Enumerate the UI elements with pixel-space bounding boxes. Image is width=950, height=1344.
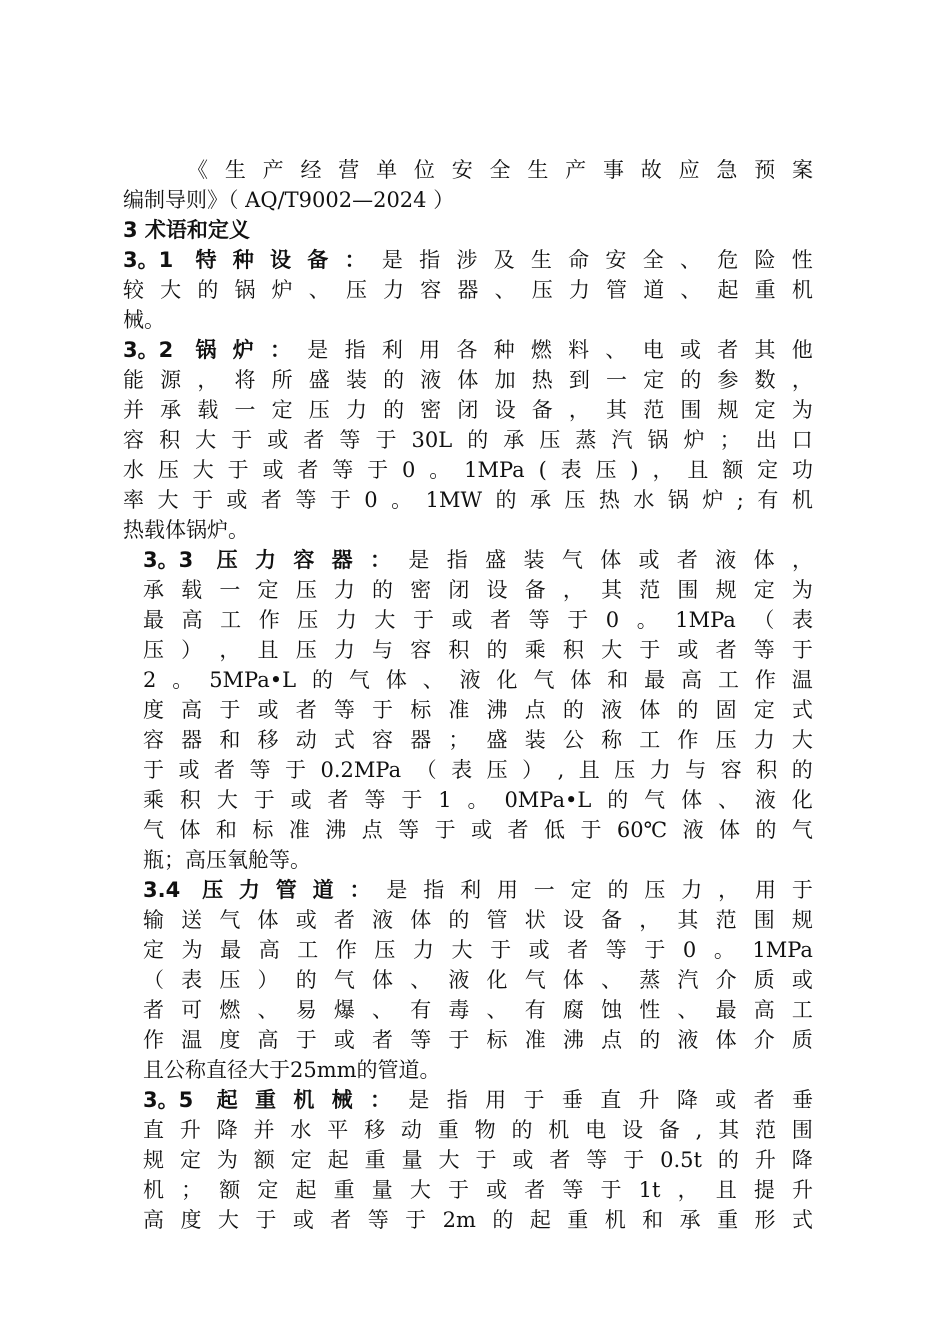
section-3-2-line-2: 能 源 ， 将 所 盛 装 的 液 体 加 热 到 一 定 的 参 数 ， [123,368,813,392]
section-3-4-line-2: 输 送 气 体 或 者 液 体 的 管 状 设 备 ， 其 范 围 规 [143,908,813,932]
section-3-2-line-7: 热载体锅炉。 [123,518,249,542]
document-title-line-2: 编制导则》（ AQ/T9002—2024 ） [123,188,455,212]
section-3-2-line-6: 率 大 于 或 者 等 于 0 。 1MW 的 承 压 热 水 锅 炉 ; 有 机 [123,488,813,512]
section-number: 3。5 [143,1088,194,1112]
section-3-2-line-5: 水 压 大 于 或 者 等 于 0 。 1MPa ( 表 压 ) ， 且 额 定 功 [123,458,813,482]
section-3-1-line-3: 械。 [123,308,165,332]
section-number: 3。3 [143,548,194,572]
section-number: 3.4 [143,878,181,902]
section-3-4-line-3: 定 为 最 高 工 作 压 力 大 于 或 者 等 于 0 。 1MPa [143,938,813,962]
section-3-2-line-4: 容 积 大 于 或 者 等 于 30L 的 承 压 蒸 汽 锅 炉 ； 出 口 [123,428,813,452]
section-3-2-line-1: 3。2 锅 炉 ： 是 指 利 用 各 种 燃 料 、 电 或 者 其 他 [123,335,813,365]
section-3-3-line-9: 乘 积 大 于 或 者 等 于 1 。 0MPa•L 的 气 体 、 液 化 [143,788,813,812]
section-3-3-line-11: 瓶；高压氧舱等。 [143,848,311,872]
section-3-4-line-5: 者 可 燃 、 易 爆 、 有 毒 、 有 腐 蚀 性 、 最 高 工 [143,998,813,1022]
section-3-4-line-1: 3.4 压 力 管 道 ： 是 指 利 用 一 定 的 压 力 ， 用 于 [143,875,813,905]
section-3-3-line-8: 于 或 者 等 于 0.2MPa （ 表 压 ） , 且 压 力 与 容 积 的 [143,758,813,782]
section-3-1-line-1: 3。1 特 种 设 备 ： 是 指 涉 及 生 命 安 全 、 危 险 性 [123,245,813,275]
section-3-5-line-1: 3。5 起 重 机 械 ： 是 指 用 于 垂 直 升 降 或 者 垂 [143,1085,813,1115]
document-title-line-1: 《 生 产 经 营 单 位 安 全 生 产 事 故 应 急 预 案 [187,158,813,182]
section-3-5-line-2: 直 升 降 并 水 平 移 动 重 物 的 机 电 设 备 , 其 范 围 [143,1118,813,1142]
section-3-5-line-3: 规 定 为 额 定 起 重 量 大 于 或 者 等 于 0.5t 的 升 降 [143,1148,813,1172]
section-number: 3。1 [123,248,174,272]
section-3-1-line-2: 较 大 的 锅 炉 、 压 力 容 器 、 压 力 管 道 、 起 重 机 [123,278,813,302]
section-3-4-line-6: 作 温 度 高 于 或 者 等 于 标 准 沸 点 的 液 体 介 质 [143,1028,813,1052]
section-3-2-line-3: 并 承 载 一 定 压 力 的 密 闭 设 备 ， 其 范 围 规 定 为 [123,398,813,422]
section-number: 3。2 [123,338,174,362]
section-3-3-line-3: 最 高 工 作 压 力 大 于 或 者 等 于 0 。 1MPa （ 表 [143,608,813,632]
section-3-3-line-10: 气 体 和 标 准 沸 点 等 于 或 者 低 于 60℃ 液 体 的 气 [143,818,813,842]
section-3-3-line-4: 压 ） ， 且 压 力 与 容 积 的 乘 积 大 于 或 者 等 于 [143,638,813,662]
section-3-3-line-2: 承 载 一 定 压 力 的 密 闭 设 备 ， 其 范 围 规 定 为 [143,578,813,602]
section-3-3-line-5: 2 。 5MPa•L 的 气 体 、 液 化 气 体 和 最 高 工 作 温 [143,668,813,692]
section-3-4-line-7: 且公称直径大于25mm的管道。 [143,1058,441,1082]
section-3-4-line-4: （ 表 压 ） 的 气 体 、 液 化 气 体 、 蒸 汽 介 质 或 [143,968,813,992]
section-3-3-line-6: 度 高 于 或 者 等 于 标 准 沸 点 的 液 体 的 固 定 式 [143,698,813,722]
section-3-5-line-5: 高 度 大 于 或 者 等 于 2m 的 起 重 机 和 承 重 形 式 [143,1208,813,1232]
section-heading: 3 术语和定义 [123,218,250,242]
section-3-3-line-1: 3。3 压 力 容 器 ： 是 指 盛 装 气 体 或 者 液 体 ， [143,545,813,575]
section-3-3-line-7: 容 器 和 移 动 式 容 器 ； 盛 装 公 称 工 作 压 力 大 [143,728,813,752]
section-3-5-line-4: 机 ； 额 定 起 重 量 大 于 或 者 等 于 1t ， 且 提 升 [143,1178,813,1202]
